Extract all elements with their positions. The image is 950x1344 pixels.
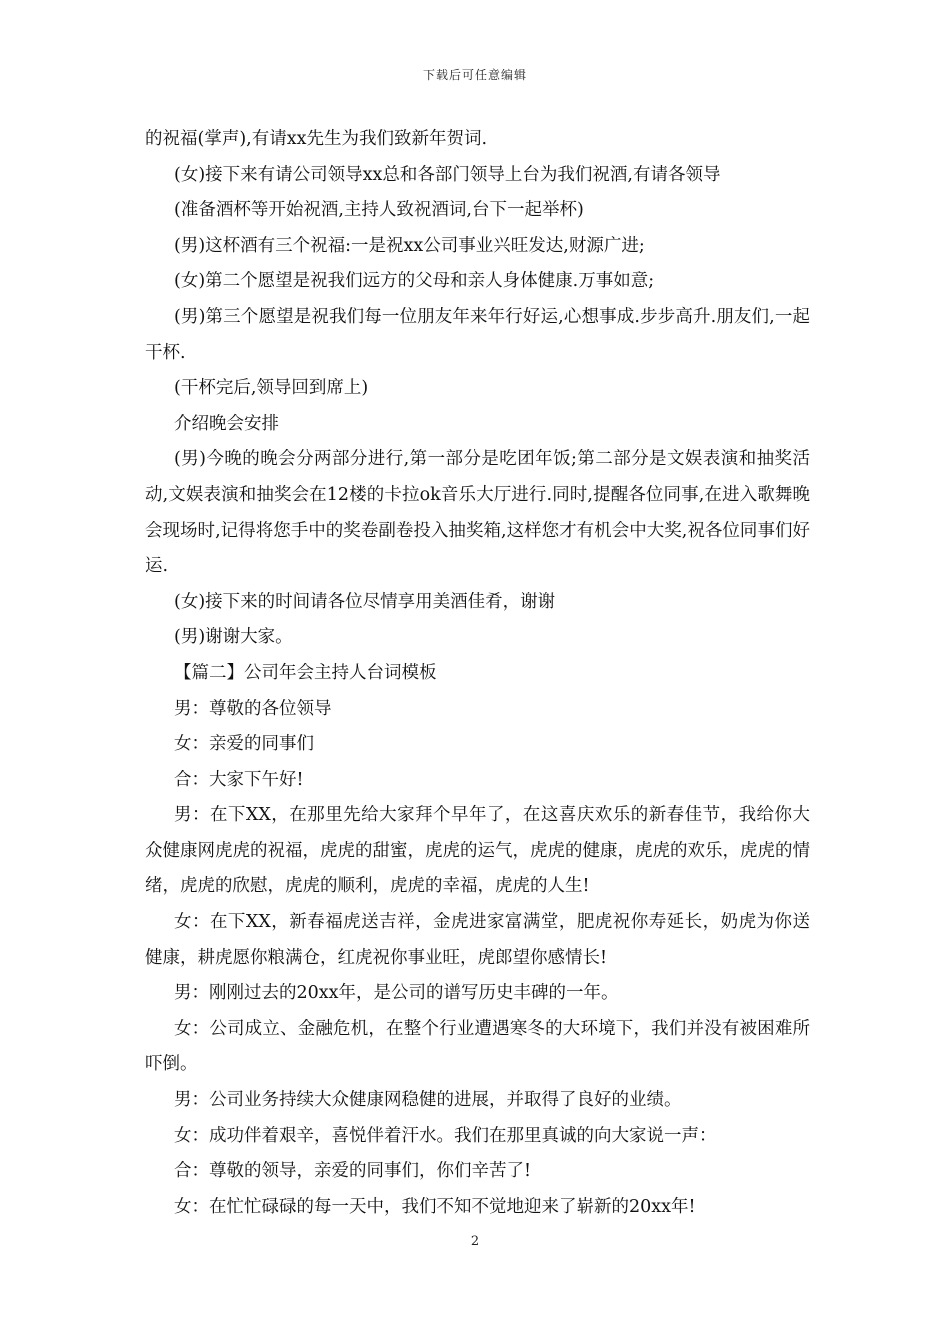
paragraph: 合：尊敬的领导，亲爱的同事们，你们辛苦了! (174, 1161, 532, 1182)
paragraph: 男：尊敬的各位领导 (174, 698, 332, 719)
paragraph: 的祝福(掌声),有请xx先生为我们致新年贺词. (145, 129, 488, 149)
paragraph: (男)谢谢大家。 (174, 627, 293, 648)
paragraph: (男)这杯酒有三个祝福:一是祝xx公司事业兴旺发达,财源广进; (174, 235, 645, 256)
page-number: 2 (470, 1234, 480, 1249)
paragraph: 【篇二】公司年会主持人台词模板 (174, 662, 437, 683)
paragraph: 女：公司成立、金融危机，在整个行业遭遇寒冬的大环境下，我们并没有被困难所吓倒。 (145, 1018, 810, 1075)
paragraph: 女：在忙忙碌碌的每一天中，我们不知不觉地迎来了崭新的20xx年! (174, 1196, 696, 1217)
paragraph: (准备酒杯等开始祝酒,主持人致祝酒词,台下一起举杯) (174, 200, 584, 221)
paragraph: 女：在下XX，新春福虎送吉祥，金虎进家富满堂，肥虎祝你寿延长，奶虎为你送健康，耕虎愿你粮满仓，红虎祝你事业旺，虎郎望你感情长! (145, 912, 810, 968)
paragraph: 合：大家下午好! (174, 769, 304, 790)
paragraph: (女)接下来的时间请各位尽情享用美酒佳肴，谢谢 (174, 591, 556, 612)
paragraph: 男：刚刚过去的20xx年，是公司的谱写历史丰碑的一年。 (174, 983, 619, 1004)
paragraph: 女：亲爱的同事们 (174, 734, 314, 755)
paragraph: 女：成功伴着艰辛，喜悦伴着汗水。我们在那里真诚的向大家说一声： (174, 1125, 717, 1146)
paragraph: (男)今晚的晚会分两部分进行,第一部分是吃团年饭;第二部分是文娱表演和抽奖活动,文娱表演和抽奖会在12楼的卡拉ok音乐大厅进行.同时,提醒各位同事,在进入歌舞晚会现场时,记得将您手中的奖卷副卷投入抽奖箱,这样您才有机会中大奖,祝各位同事们好运. (145, 449, 810, 577)
page-header: 下载后可任意编辑 (422, 68, 527, 82)
paragraph: (干杯完后,领导回到席上) (174, 378, 369, 399)
paragraph: 介绍晚会安排 (174, 413, 279, 434)
paragraph: (男)第三个愿望是祝我们每一位朋友年来年行好运,心想事成.步步高升.朋友们,一起干杯. (145, 306, 810, 363)
paragraph: (女)接下来有请公司领导xx总和各部门领导上台为我们祝酒,有请各领导 (174, 164, 721, 185)
paragraph: 男：公司业务持续大众健康网稳健的进展，并取得了良好的业绩。 (174, 1090, 682, 1111)
document-body (145, 122, 810, 1225)
paragraph: 男：在下XX，在那里先给大家拜个早年了，在这喜庆欢乐的新春佳节，我给你大众健康网虎虎的祝福，虎虎的甜蜜，虎虎的运气，虎虎的健康，虎虎的欢乐，虎虎的情绪，虎虎的欣慰，虎虎的顺利，虎虎的幸福，虎虎的人生! (145, 805, 810, 897)
paragraph: (女)第二个愿望是祝我们远方的父母和亲人身体健康.万事如意; (174, 271, 655, 292)
